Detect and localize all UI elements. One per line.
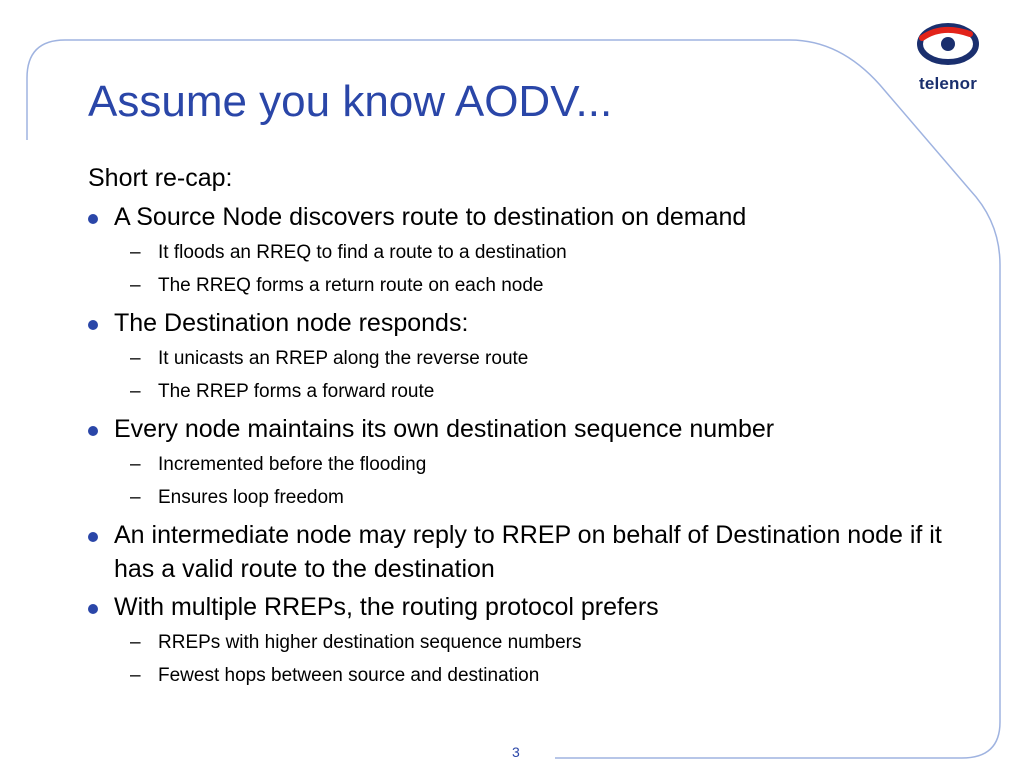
sub-bullet-item (88, 659, 968, 692)
telenor-logo-icon (912, 22, 984, 74)
dash-icon: – (130, 381, 141, 402)
dash-icon: – (130, 348, 141, 369)
dash-icon: – (130, 632, 141, 653)
bullet-dot-icon (88, 426, 98, 436)
page-number: 3 (512, 744, 520, 760)
sub-bullet-list (88, 448, 968, 514)
bullet-dot-icon (88, 532, 98, 542)
sub-bullet-text: Fewest hops between source and destination (158, 665, 540, 686)
sub-bullet-item (88, 375, 968, 408)
sub-bullet-item (88, 269, 968, 302)
sub-bullet-text: The RREP forms a forward route (158, 381, 435, 402)
sub-bullet-text: RREPs with higher destination sequence numbers (158, 632, 582, 653)
dash-icon: – (130, 275, 141, 296)
bullet-item (88, 306, 968, 340)
sub-bullet-text: Ensures loop freedom (158, 487, 344, 508)
sub-bullet-item (88, 481, 968, 514)
bullet-text: An intermediate node may reply to RREP on behalf of Destination node if it has a valid route to the destination (114, 521, 942, 583)
bullet-text: A Source Node discovers route to destination on demand (114, 203, 747, 231)
bullet-item (88, 590, 968, 624)
sub-bullet-text: Incremented before the flooding (158, 454, 427, 475)
dash-icon: – (130, 454, 141, 475)
dash-icon: – (130, 665, 141, 686)
bullet-item (88, 200, 968, 234)
bullet-item (88, 412, 968, 446)
sub-bullet-text: It floods an RREQ to find a route to a destination (158, 242, 567, 263)
bullet-item (88, 518, 968, 586)
dash-icon: – (130, 487, 141, 508)
sub-bullet-list (88, 626, 968, 692)
sub-bullet-item (88, 448, 968, 481)
bullet-text: With multiple RREPs, the routing protocol prefers (114, 593, 659, 621)
bullet-text: Every node maintains its own destination sequence number (114, 415, 775, 443)
dash-icon: – (130, 242, 141, 263)
sub-bullet-item (88, 626, 968, 659)
sub-bullet-text: The RREQ forms a return route on each node (158, 275, 544, 296)
bullet-dot-icon (88, 320, 98, 330)
bullet-dot-icon (88, 214, 98, 224)
telenor-logo (912, 22, 984, 102)
bullet-dot-icon (88, 604, 98, 614)
slide-body (88, 160, 968, 694)
sub-bullet-list (88, 342, 968, 408)
sub-bullet-item (88, 342, 968, 375)
logo-wordmark: telenor (918, 74, 978, 93)
sub-bullet-text: It unicasts an RREP along the reverse route (158, 348, 529, 369)
sub-bullet-list (88, 236, 968, 302)
sub-bullet-item (88, 236, 968, 269)
bullet-text: The Destination node responds: (114, 309, 469, 337)
intro-text: Short re-cap: (88, 164, 233, 192)
slide-title: Assume you know AODV... (88, 77, 613, 126)
